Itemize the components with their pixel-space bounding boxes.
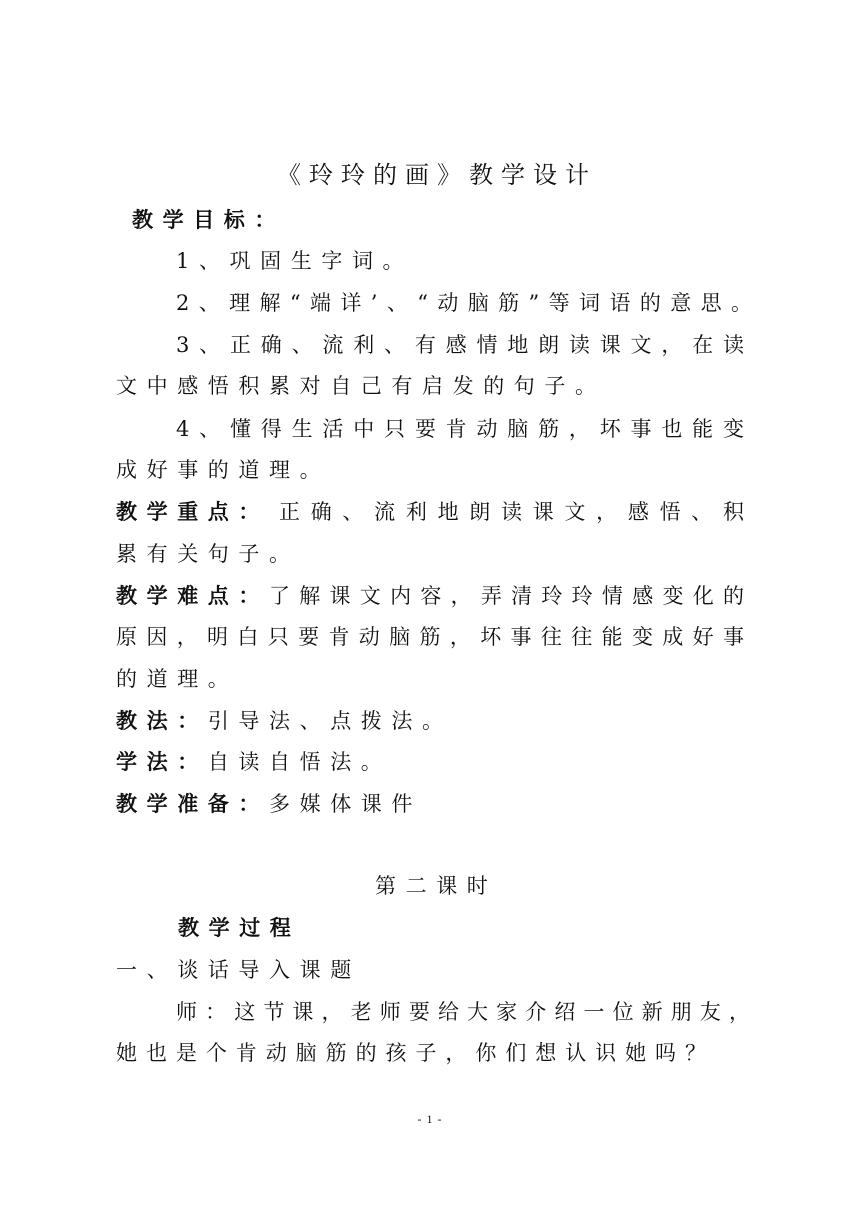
objective-item-1: 1、巩固生字词。	[176, 249, 414, 273]
learning-method-label: 学法：	[116, 750, 208, 774]
dialogue-line-1: 师：这节课，老师要给大家介绍一位新朋友，	[176, 1000, 750, 1024]
key-points-label: 教学重点：	[116, 500, 269, 524]
objective-item-4: 4、懂得生活中只要肯动脑筋，坏事也能变	[176, 417, 744, 441]
key-points-text: 正确、流利地朗读课文，感悟、积	[279, 500, 744, 524]
teaching-method-line	[116, 706, 453, 736]
dialogue-line-2: 她也是个肯动脑筋的孩子，你们想认识她吗？	[116, 1041, 706, 1065]
difficulties-cont-1: 原因，明白只要肯动脑筋，坏事往往能变成好事	[116, 625, 744, 649]
difficulties-label: 教学难点：	[116, 584, 269, 608]
preparation-line	[116, 789, 422, 819]
objective-item-2: 2、理解“端详’、“动脑筋”等词语的意思。	[176, 291, 752, 315]
objectives-heading: 教学目标：	[132, 208, 285, 232]
key-points-line	[116, 497, 744, 527]
objective-item-4-cont: 成好事的道理。	[116, 458, 331, 482]
section-one-heading: 一、谈话导入课题	[116, 958, 361, 982]
learning-method-text: 自读自悟法。	[207, 750, 392, 774]
teaching-method-text: 引导法、点拨法。	[207, 709, 453, 733]
preparation-label: 教学准备：	[116, 792, 269, 816]
preparation-text: 多媒体课件	[269, 792, 422, 816]
learning-method-line	[116, 747, 391, 777]
key-points-cont: 累有关句子。	[116, 542, 300, 566]
page-number: - 1 -	[417, 1112, 443, 1126]
page-title: 《玲玲的画》教学设计	[277, 161, 597, 189]
teaching-method-label: 教法：	[116, 709, 208, 733]
process-heading: 教学过程	[178, 916, 301, 940]
objective-item-3: 3、正确、流利、有感情地朗读课文，在读	[176, 333, 744, 357]
lesson-heading: 第二课时	[375, 874, 498, 898]
objective-item-3-cont: 文中感悟积累对自己有启发的句子。	[116, 374, 606, 398]
difficulties-line	[116, 581, 744, 611]
difficulties-cont-2: 的道理。	[116, 667, 239, 691]
difficulties-text: 了解课文内容，弄清玲玲情感变化的	[269, 584, 744, 608]
